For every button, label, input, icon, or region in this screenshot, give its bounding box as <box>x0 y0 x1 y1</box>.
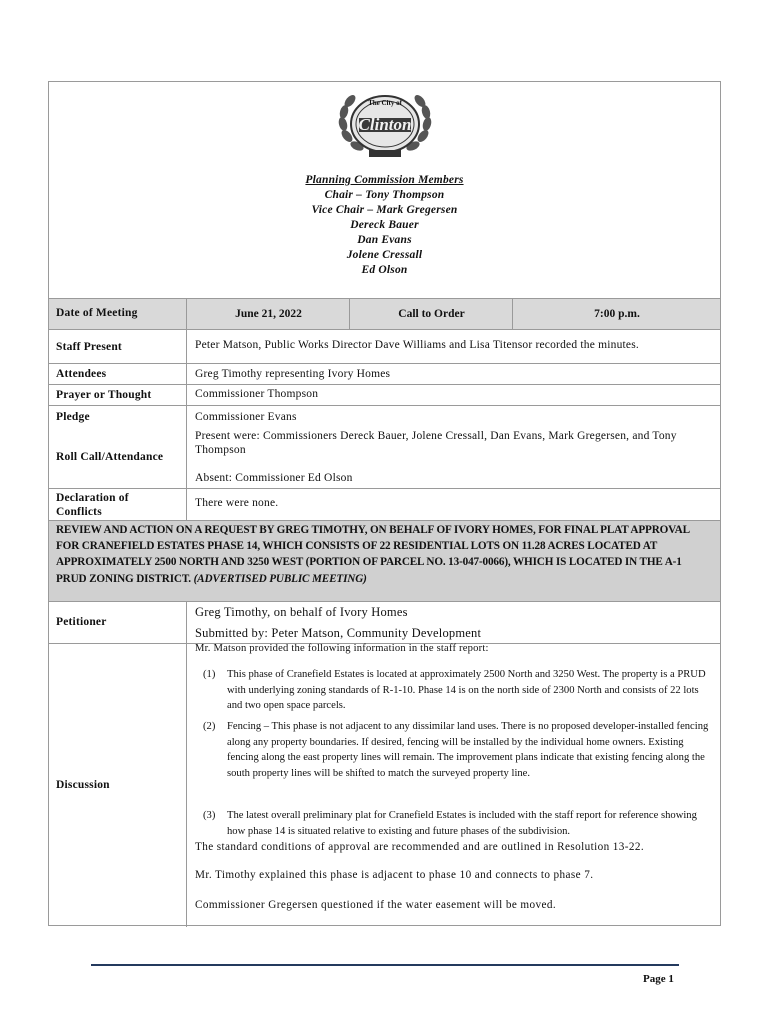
meeting-time: 7:00 p.m. <box>512 299 721 329</box>
member-line: Jolene Cressall <box>346 249 423 261</box>
discussion-intro: Mr. Matson provided the following information in the staff report: <box>195 643 489 654</box>
minutes-table <box>48 81 721 926</box>
roll-call-label: Roll Call/Attendance <box>56 451 164 463</box>
prayer-value: Commissioner Thompson <box>195 388 319 400</box>
staff-present-row <box>49 329 720 363</box>
member-line: Dereck Bauer <box>350 219 419 231</box>
staff-present-value: Peter Matson, Public Works Director Dave Williams and Lisa Titensor recorded the minutes. <box>195 339 639 351</box>
date-of-meeting-label: Date of Meeting <box>56 307 138 319</box>
prayer-row <box>49 384 720 405</box>
page-number: Page 1 <box>643 973 674 985</box>
logo-main-text: Clinton <box>358 115 412 134</box>
discussion-item-text: This phase of Cranefield Estates is located at approximately 2500 North and 3250 West. The property is a PRUD with underlying zoning standards of R-1-10. Phase 14 is on the north side of 2300 North and consists of 22 lots and two open space parcels. <box>227 669 706 711</box>
discussion-item-number: (2) <box>203 721 216 732</box>
call-to-order-label: Call to Order <box>349 299 513 329</box>
pledge-value: Commissioner Evans <box>195 411 297 423</box>
conflicts-row <box>49 488 720 520</box>
discussion-row <box>49 643 720 927</box>
conflicts-value: There were none. <box>195 497 279 509</box>
discussion-item <box>203 719 713 781</box>
footer-divider <box>91 964 679 966</box>
staff-present-label: Staff Present <box>56 341 122 353</box>
commission-members <box>49 173 720 278</box>
discussion-item-text: Fencing – This phase is not adjacent to any dissimilar land uses. There is no proposed developer-installed fencing along any property boundaries. If desired, fencing will be installed by the individual home owners. Existing fencing along the east property lines will remain. The improvement plans indicate that existing fencing along the south property lines will be shifted to match the surveyed property line. <box>227 721 709 779</box>
discussion-item <box>203 667 713 714</box>
pledge-label: Pledge <box>56 411 90 423</box>
member-line: Dan Evans <box>357 234 412 246</box>
roll-call-absent: Absent: Commissioner Ed Olson <box>195 472 353 484</box>
meeting-row <box>49 298 720 329</box>
prayer-label: Prayer or Thought <box>56 389 152 401</box>
members-title: Planning Commission Members <box>305 174 464 186</box>
attendees-value: Greg Timothy representing Ivory Homes <box>195 368 391 380</box>
discussion-item <box>203 808 713 839</box>
discussion-item-number: (1) <box>203 669 216 680</box>
discussion-paragraph: The standard conditions of approval are recommended and are outlined in Resolution 13-22. <box>195 841 645 853</box>
agenda-item-text: REVIEW AND ACTION ON A REQUEST BY GREG TIMOTHY, ON BEHALF OF IVORY HOMES, FOR FINAL PLAT APPROVAL FOR CRANEFIELD ESTATES PHASE 14, WHICH CONSISTS OF 22 RESIDENTIAL LOTS ON 11.28 ACRES LOCATED AT APPROXIMATELY 2500 NORTH AND 3250 WEST (PORTION OF PARCEL NO. 13-047-0066), WHICH IS LOCATED IN THE A-1 PRUD ZONING DISTRICT. <box>56 524 690 585</box>
member-line: Ed Olson <box>361 264 408 276</box>
city-logo <box>333 88 437 164</box>
petitioner-name: Greg Timothy, on behalf of Ivory Homes <box>195 605 408 619</box>
discussion-paragraph: Commissioner Gregersen questioned if the water easement will be moved. <box>195 899 557 911</box>
roll-call-row <box>49 426 720 488</box>
attendees-label: Attendees <box>56 368 107 380</box>
header-section <box>49 82 720 298</box>
member-vice-chair: Vice Chair – Mark Gregersen <box>311 204 458 216</box>
petitioner-row <box>49 602 720 645</box>
discussion-paragraph: Mr. Timothy explained this phase is adjacent to phase 10 and connects to phase 7. <box>195 869 594 881</box>
member-chair: Chair – Tony Thompson <box>324 189 445 201</box>
petitioner-submitted-by: Submitted by: Peter Matson, Community Development <box>195 626 482 640</box>
pledge-row <box>49 405 720 426</box>
advertised-meeting-note: (ADVERTISED PUBLIC MEETING) <box>193 572 367 585</box>
discussion-item-text: The latest overall preliminary plat for Cranefield Estates is included with the staff report for reference showing how phase 14 is situated relative to existing and future phases of the subdivision. <box>227 810 697 837</box>
attendees-row <box>49 363 720 384</box>
discussion-item-number: (3) <box>203 810 216 821</box>
discussion-label: Discussion <box>56 779 110 791</box>
agenda-item-banner <box>49 520 720 602</box>
roll-call-present: Present were: Commissioners Dereck Bauer, Jolene Cressall, Dan Evans, Mark Gregersen, and Tony Thompson <box>195 430 677 456</box>
conflicts-label: Declaration of Conflicts <box>56 492 129 518</box>
petitioner-label: Petitioner <box>56 616 107 628</box>
meeting-date: June 21, 2022 <box>186 299 350 329</box>
logo-top-text: The City of <box>368 99 402 107</box>
